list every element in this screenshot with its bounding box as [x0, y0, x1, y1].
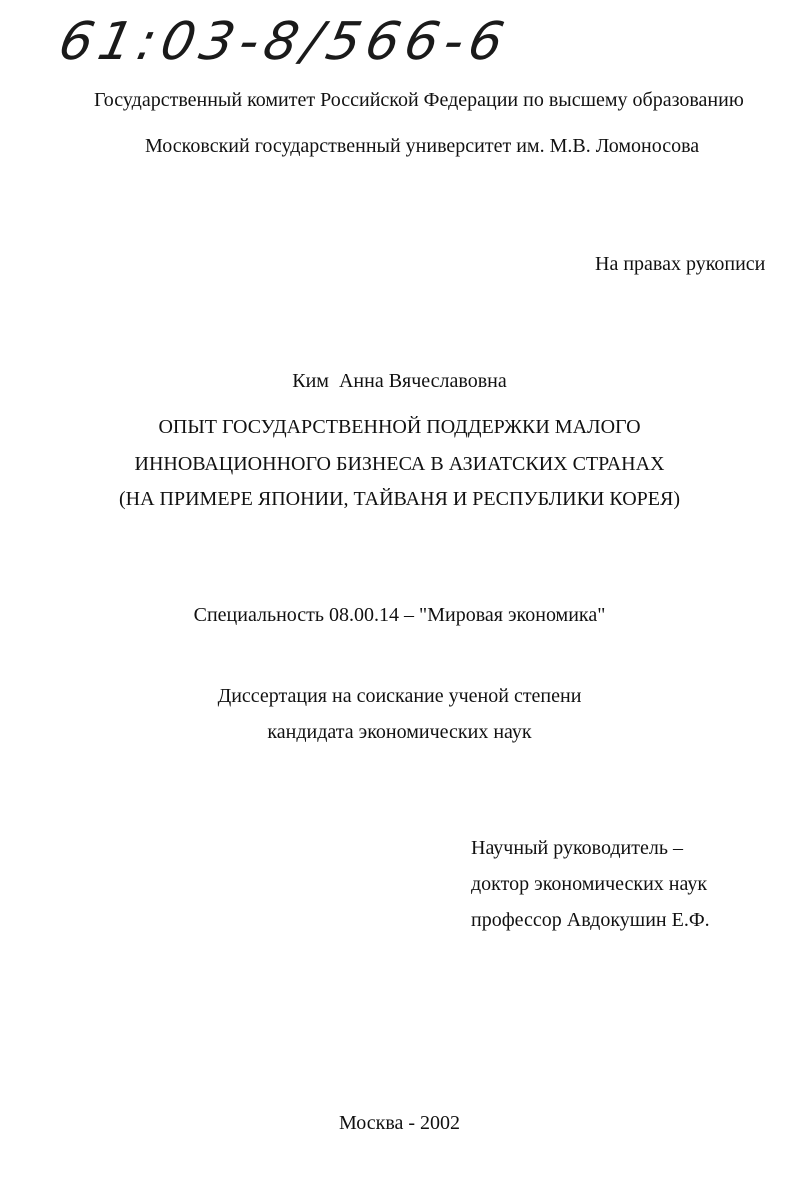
handwritten-archive-code: 61:03-8/566-6: [53, 12, 515, 72]
manuscript-rights-note: На правах рукописи: [595, 253, 766, 275]
title-line: ОПЫТ ГОСУДАРСТВЕННОЙ ПОДДЕРЖКИ МАЛОГО: [158, 416, 641, 438]
place-and-year: Москва - 2002: [338, 1112, 461, 1134]
degree-line: Диссертация на соискание ученой степени: [217, 685, 582, 707]
specialty-line: Специальность 08.00.14 – "Мировая экономика": [193, 604, 606, 626]
degree-line: кандидата экономических наук: [267, 721, 532, 743]
title-line: ИННОВАЦИОННОГО БИЗНЕСА В АЗИАТСКИХ СТРАНАХ: [134, 453, 665, 475]
title-line: (НА ПРИМЕРЕ ЯПОНИИ, ТАЙВАНЯ И РЕСПУБЛИКИ КОРЕЯ): [119, 488, 680, 510]
university-heading: Московский государственный университет им. М.В. Ломоносова: [145, 135, 700, 157]
supervisor-line: Научный руководитель –: [471, 837, 683, 859]
committee-heading: Государственный комитет Российской Федерации по высшему образованию: [94, 89, 744, 111]
supervisor-line: доктор экономических наук: [471, 873, 708, 895]
supervisor-line: профессор Авдокушин Е.Ф.: [471, 909, 710, 931]
author-name: Ким Анна Вячеславовна: [292, 370, 507, 392]
